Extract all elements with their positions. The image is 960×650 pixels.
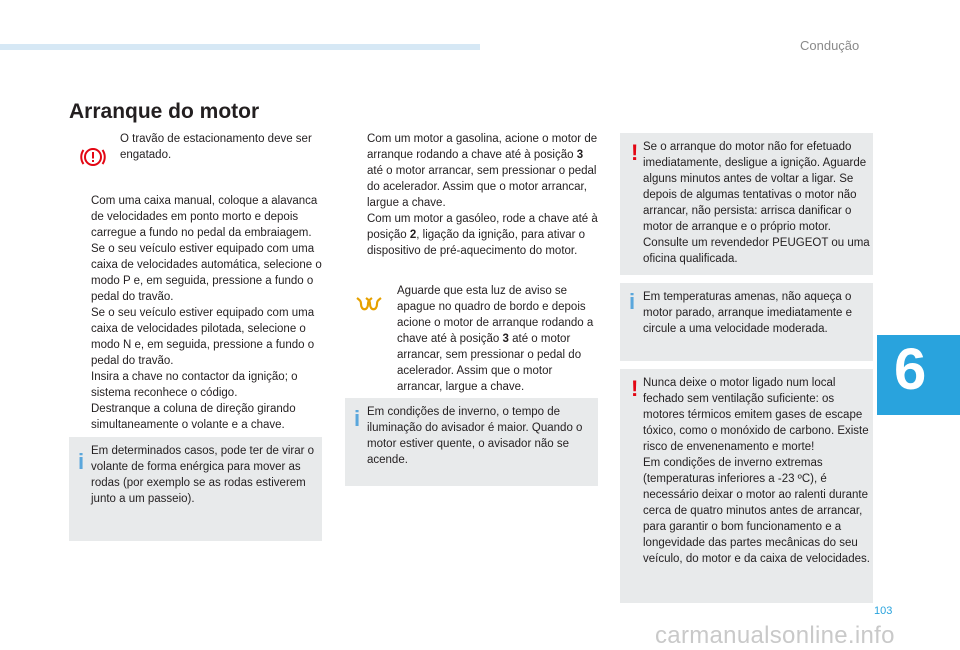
list-item: Com uma caixa manual, coloque a alavanca de velocidades em ponto morto e depois carregue a fundo no pedal da embraiagem. <box>91 195 318 239</box>
preheating-glow-plug-icon <box>354 294 384 314</box>
parking-brake-warning: O travão de estacionamento deve ser engatado. <box>120 133 312 161</box>
info-box-mild <box>620 283 873 361</box>
info-box-winter <box>345 398 598 486</box>
page-title: Arranque do motor <box>69 100 260 123</box>
info-icon: i <box>78 449 85 474</box>
list-item: Insira a chave no contactor da ignição; o sistema reconhece o código. <box>91 371 298 399</box>
info-box-text: Em determinados casos, pode ter de virar o volante de forma enérgica para mover as rodas (por exemplo se as rodas estiverem junto a um passeio). <box>91 445 315 505</box>
alert-box-text: Se o arranque do motor não for efetuado imediatamente, desligue a ignição. Aguarde alguns minutos antes de voltar a ligar. Se depois de algumas tentativas o motor não arrancar, não persista: arrisca danificar o motor de arranque e o próprio motor. Consulte um revendedor PEUGEOT ou uma oficina qualificada. <box>643 141 870 265</box>
header-bar <box>0 44 480 50</box>
brake-warning-icon <box>79 143 107 171</box>
info-box-text: Em temperaturas amenas, não aqueça o motor parado, arranque imediatamente e circule a uma velocidade moderada. <box>643 291 853 335</box>
info-icon: i <box>629 289 636 314</box>
info-icon: i <box>354 406 361 431</box>
alert-box-text: Nunca deixe o motor ligado num local fechado sem ventilação suficiente: os motores térmicos emitem gases de escape tóxico, como o monóxido de carbono. Existe risco de envenenamento e morte! Em condições de inverno extremas (temperaturas inferiores a -23 ºC), é necessário deixar o motor ao ralenti durante cerca de quatro minutos antes de arrancar, para garantir o bom funcionamento e a longevidade das partes mecânicas do seu veículo, do motor e da caixa de velocidades. <box>643 377 870 565</box>
list-item: Com um motor a gasolina, acione o motor de arranque rodando a chave até à posição 3 até o motor arrancar, sem pressionar o pedal do acelerador. Assim que o motor arrancar, largue a chave. <box>367 133 598 209</box>
start-steps-list <box>69 193 325 433</box>
chapter-label: Condução <box>800 38 860 53</box>
info-box-text: Em condições de inverno, o tempo de iluminação do avisador é maior. Quando o motor estiver quente, o avisador não se acende. <box>367 406 583 466</box>
alert-box-start-fail <box>620 133 873 275</box>
chapter-number: 6 <box>894 337 927 402</box>
glow-plug-instruction: Aguarde que esta luz de aviso se apague no quadro de bordo e depois acione o motor de arranque rodando a chave até à posição 3 até o motor arrancar, sem pressionar o pedal do acelerador. Assim que o motor arrancar, largue a chave. <box>397 285 594 393</box>
engine-start-list <box>345 131 601 259</box>
alert-box-danger <box>620 369 873 603</box>
alert-icon: ! <box>631 376 639 401</box>
page-number: 103 <box>874 605 893 617</box>
watermark: carmanualsonline.info <box>655 622 895 649</box>
list-item: Se o seu veículo estiver equipado com uma caixa de velocidades pilotada, selecione o modo N e, em seguida, pressione a fundo o pedal do travão. <box>91 307 315 367</box>
info-box-steering <box>69 437 322 541</box>
list-item: Destranque a coluna de direção girando simultaneamente o volante e a chave. <box>91 403 296 431</box>
list-item: Se o seu veículo estiver equipado com uma caixa de velocidades automática, selecione o modo P e, em seguida, pressione a fundo o pedal do travão. <box>91 243 322 303</box>
alert-icon: ! <box>631 140 639 165</box>
list-item: Com um motor a gasóleo, rode a chave até à posição 2, ligação da ignição, para ativar o dispositivo de pré-aquecimento do motor. <box>367 213 598 257</box>
